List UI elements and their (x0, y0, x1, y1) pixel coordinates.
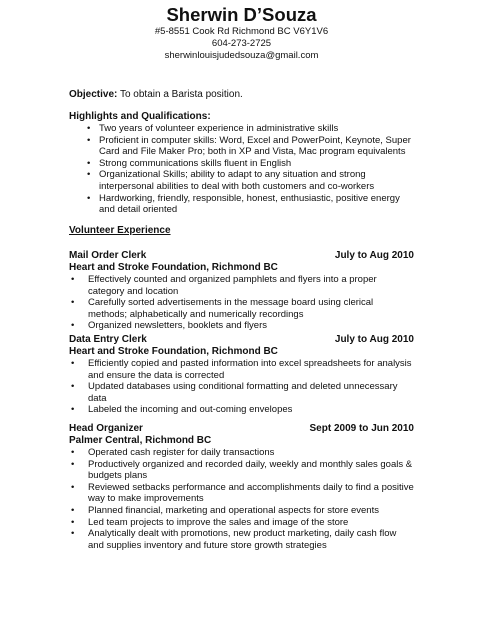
list-item: • Analytically dealt with promotions, new product marketing, daily cash flow and supplies inventory and future store growth strategies (71, 528, 397, 551)
list-item: • Hardworking, friendly, responsible, honest, enthusiastic, positive energy and detail oriented (87, 192, 400, 216)
bullet-icon: • (87, 192, 91, 204)
objective-label: Objective: (69, 89, 118, 100)
job-title: Mail Order Clerk (69, 250, 147, 261)
bullet-icon: • (71, 358, 75, 369)
job-dates: July to Aug 2010 (334, 250, 414, 261)
list-item: • Strong communications skills fluent in English (87, 157, 292, 169)
list-item: • Updated databases using conditional formatting and deleted unnecessary data (71, 381, 398, 404)
applicant-name: Sherwin D’Souza (166, 4, 317, 25)
phone: 604-273-2725 (211, 38, 272, 49)
address: #5-8551 Cook Rd Richmond BC V6Y1V6 (154, 26, 329, 37)
bullet-icon: • (71, 528, 75, 540)
highlights-heading: Highlights and Qualifications: (69, 111, 211, 122)
bullet-icon: • (87, 134, 91, 146)
list-item: • Planned financial, marketing and operational aspects for store events (71, 504, 379, 516)
email: sherwinlouisjudedsouza@gmail.com (164, 50, 319, 61)
list-item: • Operated cash register for daily transactions (71, 447, 275, 458)
bullet-icon: • (71, 458, 75, 470)
bullet-icon: • (87, 169, 91, 181)
bullet-icon: • (87, 157, 91, 169)
job-organization: Palmer Central, Richmond BC (69, 435, 212, 446)
job-entry (69, 423, 414, 551)
bullet-icon: • (71, 404, 75, 416)
list-item: • Productively organized and recorded daily, weekly and monthly sales goals & budgets plans (71, 458, 413, 482)
job-organization: Heart and Stroke Foundation, Richmond BC (69, 346, 278, 357)
job-title: Head Organizer (69, 423, 143, 434)
list-item: • Effectively counted and organized pamphlets and flyers into a proper category and location (71, 274, 377, 297)
job-title: Data Entry Clerk (69, 334, 147, 345)
bullet-icon: • (71, 320, 75, 332)
bullet-icon: • (71, 504, 75, 516)
list-item: • Organizational Skills; ability to adapt to any situation and strong interpersonal abilities to deal with both customers and co-workers (87, 169, 375, 192)
job-dates: Sept 2009 to Jun 2010 (309, 423, 414, 434)
list-item: • Led team projects to improve the sales and image of the store (71, 516, 349, 528)
bullet-icon: • (87, 123, 91, 134)
list-item: • Two years of volunteer experience in administrative skills (87, 123, 339, 134)
objective-text: To obtain a Barista position. (117, 89, 243, 100)
bullet-icon: • (71, 447, 75, 458)
job-entry (69, 334, 414, 416)
bullet-icon: • (71, 516, 75, 528)
list-item: • Proficient in computer skills: Word, Excel and PowerPoint, Keynote, Super Card and File Maker Pro; both in XP and Vista, Mac program equivalents (87, 134, 411, 158)
objective (69, 89, 243, 101)
list-item: • Organized newsletters, booklets and flyers (71, 320, 268, 332)
list-item: • Reviewed setbacks performance and accomplishments daily to find a positive way to make improvements (71, 481, 414, 505)
job-dates: July to Aug 2010 (334, 334, 414, 345)
list-item: • Labeled the incoming and out-coming envelopes (71, 404, 293, 416)
volunteer-heading: Volunteer Experience (69, 225, 171, 236)
bullet-icon: • (71, 274, 75, 285)
list-item: • Carefully sorted advertisements in the message board using clerical methods; alphabetically and numerically recordings (71, 297, 374, 320)
bullet-icon: • (71, 481, 75, 493)
resume-header (0, 4, 483, 62)
bullet-icon: • (71, 381, 75, 393)
highlights-section (69, 111, 414, 216)
bullet-icon: • (71, 297, 75, 309)
job-organization: Heart and Stroke Foundation, Richmond BC (69, 262, 278, 273)
job-entry (69, 250, 414, 332)
list-item: • Efficiently copied and pasted information into excel spreadsheets for analysis and ensure the data is corrected (71, 358, 412, 381)
